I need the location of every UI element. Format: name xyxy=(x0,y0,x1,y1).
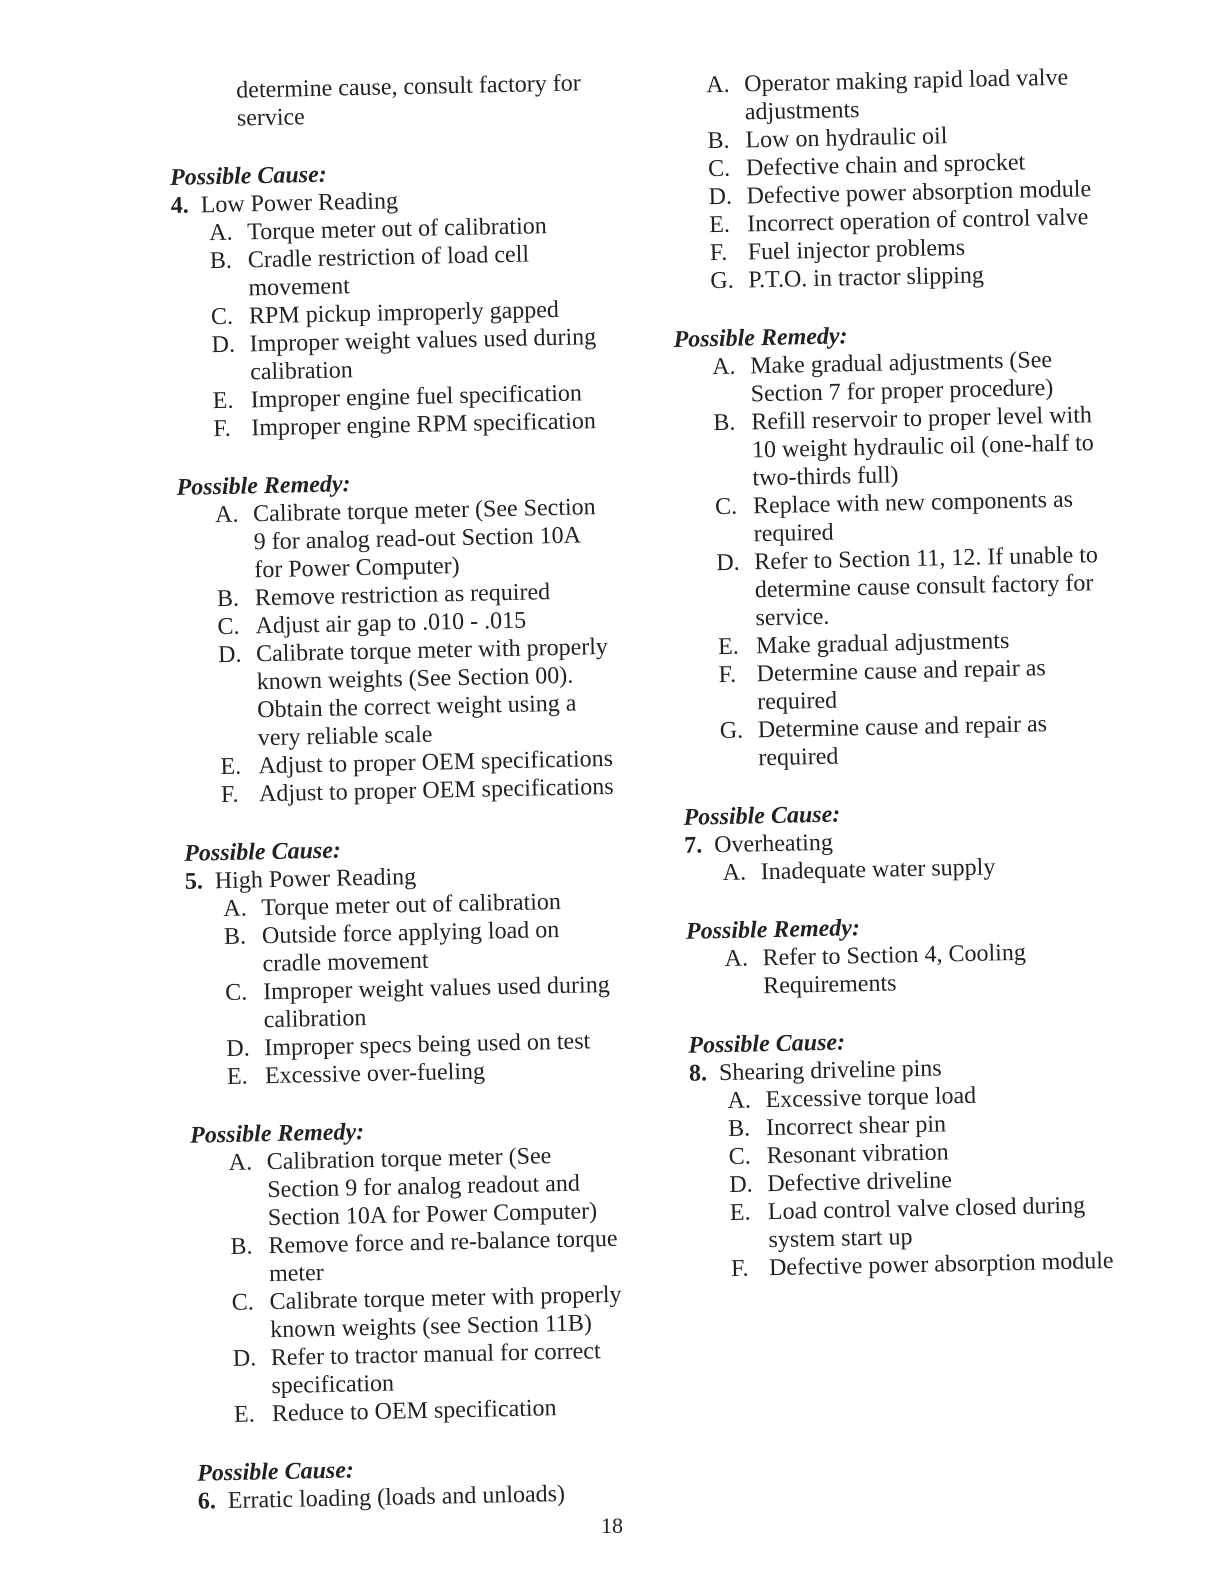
cause-title: Erratic loading (loads and unloads) xyxy=(227,1480,566,1515)
item-letter: A. xyxy=(228,1149,253,1176)
section-heading: Possible Cause: xyxy=(196,1457,355,1487)
cause-title: High Power Reading xyxy=(214,863,417,895)
item-text xyxy=(253,492,649,584)
list-item xyxy=(224,914,657,979)
section-block xyxy=(686,908,1148,1032)
item-line: Refer to Section 11, 12. If unable to xyxy=(754,542,1099,576)
item-letter: B. xyxy=(209,247,233,275)
item-text xyxy=(744,62,1129,126)
list-item xyxy=(233,1336,666,1401)
item-line: meter xyxy=(268,1260,324,1288)
item-text xyxy=(248,238,643,302)
item-line: specification xyxy=(271,1370,395,1400)
section-block xyxy=(197,1450,668,1516)
list-item xyxy=(225,970,658,1035)
item-letter: C. xyxy=(224,979,248,1007)
item-letter: A. xyxy=(214,501,239,529)
item-letter: C. xyxy=(728,1143,752,1170)
item-letter: D. xyxy=(708,183,733,211)
item-text xyxy=(750,344,1135,408)
list-item xyxy=(715,484,1138,549)
item-letter: A. xyxy=(711,353,736,381)
item-line: Remove force and re-balance torque xyxy=(268,1225,618,1260)
item-letter: B. xyxy=(230,1233,253,1260)
item-line: Calibrate torque meter with properly xyxy=(255,633,609,668)
item-letter: E. xyxy=(212,387,234,415)
section-block xyxy=(170,154,646,474)
item-line: cradle movement xyxy=(262,947,429,978)
item-line: movement xyxy=(248,273,350,302)
cause-title: Overheating xyxy=(713,829,834,859)
item-letter: A. xyxy=(208,219,233,247)
item-line: Calibrate torque meter with properly xyxy=(269,1281,622,1316)
item-letter: E. xyxy=(708,211,731,239)
list-item xyxy=(211,322,644,387)
item-line: for Power Computer) xyxy=(254,553,460,584)
item-letter: E. xyxy=(220,753,242,781)
item-letter: B. xyxy=(713,409,736,437)
section-heading: Possible Remedy: xyxy=(673,323,848,353)
item-text xyxy=(249,322,644,386)
right-blocks xyxy=(668,62,1153,1283)
item-letter: F. xyxy=(220,781,239,809)
item-letter: D. xyxy=(211,331,236,359)
item-text xyxy=(754,540,1140,632)
item-letter: A. xyxy=(724,945,749,973)
item-line: Excessive torque load xyxy=(765,1082,977,1114)
item-letter: B. xyxy=(223,923,247,951)
item-letter: E. xyxy=(717,633,739,661)
section-block xyxy=(668,62,1133,326)
item-line: Fuel injector problems xyxy=(747,234,966,266)
cause-number: 5. xyxy=(184,868,204,895)
item-letter: A. xyxy=(722,859,747,887)
section-block xyxy=(176,464,654,840)
item-letter: D. xyxy=(716,549,740,577)
section-block xyxy=(688,1022,1153,1284)
item-line: known weights (see Section 11B) xyxy=(269,1310,593,1344)
item-line: required xyxy=(753,519,834,548)
item-letter: A. xyxy=(706,71,730,99)
item-line: P.T.O. in tractor slipping xyxy=(748,262,985,294)
item-text xyxy=(263,970,658,1034)
cause-number: 8. xyxy=(688,1060,708,1087)
item-letter: B. xyxy=(216,585,240,613)
item-text xyxy=(256,632,652,752)
item-letter: G. xyxy=(710,267,735,295)
section-heading: Possible Cause: xyxy=(688,1029,846,1059)
right-column xyxy=(668,62,1153,1283)
list-item xyxy=(718,652,1141,717)
item-letter: B. xyxy=(727,1115,751,1142)
item-line: very reliable scale xyxy=(257,721,433,752)
item-letter: G. xyxy=(719,717,744,745)
item-letter: F. xyxy=(213,415,232,443)
item-line: Make gradual adjustments xyxy=(755,627,1010,660)
list-item xyxy=(218,632,652,753)
list-item xyxy=(215,492,649,585)
item-line: Cradle restriction of load cell xyxy=(247,241,530,274)
item-letter: F. xyxy=(718,661,737,689)
item-line: Incorrect operation of control valve xyxy=(746,204,1089,238)
item-letter: E. xyxy=(233,1401,255,1428)
item-letter: D. xyxy=(729,1171,753,1198)
item-line: Determine cause and repair as xyxy=(756,655,1047,688)
item-letter: D. xyxy=(226,1035,250,1062)
cause-number: 6. xyxy=(197,1488,217,1515)
item-line: Refill reservoir to proper level with xyxy=(751,402,1093,436)
item-line: Resonant vibration xyxy=(766,1139,949,1170)
item-line: Section 9 for analog readout and xyxy=(267,1170,581,1204)
item-line: Torque meter out of calibration xyxy=(246,213,548,246)
item-line: Improper engine RPM specification xyxy=(251,408,597,442)
list-item xyxy=(712,344,1135,409)
item-line: adjustments xyxy=(744,97,860,126)
cause-number: 7. xyxy=(683,832,703,859)
item-line: Defective chain and sprocket xyxy=(745,149,1026,182)
item-line: Reduce to OEM specification xyxy=(271,1395,557,1428)
section-heading: Possible Cause: xyxy=(683,801,841,831)
item-letter: A. xyxy=(223,895,248,923)
item-text xyxy=(271,1336,666,1400)
item-line: Improper weight values used during xyxy=(262,971,610,1006)
section-heading: Possible Cause: xyxy=(183,837,342,867)
item-line: Refer to tractor manual for correct xyxy=(270,1338,601,1372)
item-line: 9 for analog read-out Section 10A xyxy=(253,522,582,556)
item-text xyxy=(751,400,1137,492)
item-line: Remove restriction as required xyxy=(254,579,551,612)
item-text xyxy=(269,1280,664,1344)
item-line: Load control valve closed during xyxy=(767,1192,1086,1226)
list-item xyxy=(706,62,1129,127)
list-item xyxy=(713,400,1137,493)
item-line: Adjust air gap to .010 - .015 xyxy=(255,607,527,640)
item-line: calibration xyxy=(263,1005,367,1034)
item-line: Adjust to proper OEM specifications xyxy=(258,773,614,808)
item-line: determine cause consult factory for xyxy=(754,570,1094,604)
cause-title: Shearing driveline pins xyxy=(718,1055,942,1087)
item-line: required xyxy=(756,687,838,716)
item-text xyxy=(268,1224,663,1288)
section-heading: Possible Remedy: xyxy=(176,471,351,501)
list-item xyxy=(230,1224,663,1289)
item-text xyxy=(768,1190,1153,1254)
item-line: Refer to Section 4, Cooling xyxy=(762,939,1027,972)
item-line: 10 weight hydraulic oil (one-half to xyxy=(751,430,1095,464)
continuation-text: determine cause, consult factory for service xyxy=(236,70,582,132)
item-line: Calibration torque meter (See xyxy=(266,1143,552,1176)
section-heading: Possible Remedy: xyxy=(685,915,861,945)
item-line: Operator making rapid load valve xyxy=(744,64,1069,98)
item-line: Improper specs being used on test xyxy=(264,1028,591,1062)
list-item xyxy=(228,1140,662,1233)
list-item xyxy=(720,708,1143,773)
item-line: Obtain the correct weight using a xyxy=(256,690,577,724)
item-letter: C. xyxy=(217,613,240,641)
item-line: required xyxy=(758,743,839,772)
item-line: Improper weight values used during xyxy=(249,324,597,358)
list-item xyxy=(730,1190,1153,1255)
item-text xyxy=(762,936,1147,1000)
item-letter: F. xyxy=(730,1255,749,1282)
item-line: Low on hydraulic oil xyxy=(745,123,948,154)
item-line: Incorrect shear pin xyxy=(765,1111,947,1142)
item-line: Defective driveline xyxy=(767,1167,953,1198)
item-letter: C. xyxy=(231,1289,254,1316)
item-line: Calibrate torque meter (See Section xyxy=(252,494,596,528)
item-line: Section 7 for proper procedure) xyxy=(750,375,1054,408)
item-line: Make gradual adjustments (See xyxy=(749,347,1053,380)
item-line: Excessive over-fueling xyxy=(264,1058,486,1090)
item-letter: E. xyxy=(729,1199,751,1226)
list-item xyxy=(724,936,1147,1001)
page-number: 18 xyxy=(601,1513,623,1538)
item-text xyxy=(753,484,1138,548)
item-line: Improper engine fuel specification xyxy=(250,380,583,414)
item-line: RPM pickup improperly gapped xyxy=(248,296,560,330)
item-letter: C. xyxy=(707,155,731,183)
section-block xyxy=(190,1112,667,1460)
item-line: Section 10A for Power Computer) xyxy=(267,1198,598,1232)
item-line: system start up xyxy=(768,1224,913,1254)
item-letter: B. xyxy=(707,127,730,155)
item-line: Inadequate water supply xyxy=(760,854,996,886)
item-text xyxy=(266,1140,662,1232)
item-letter: A. xyxy=(727,1087,752,1114)
item-line: Torque meter out of calibration xyxy=(261,888,562,922)
cause-title: Low Power Reading xyxy=(200,188,399,219)
cause-number: 4. xyxy=(170,192,189,219)
section-heading: Possible Remedy: xyxy=(189,1119,365,1149)
item-letter: D. xyxy=(217,641,242,669)
list-item xyxy=(231,1280,664,1345)
list-item xyxy=(210,238,643,303)
section-block xyxy=(184,830,660,1122)
item-line: Defective power absorption module xyxy=(746,176,1092,210)
item-line: Requirements xyxy=(762,970,897,1000)
item-line: two-thirds full) xyxy=(752,462,899,492)
item-line: service. xyxy=(755,603,830,632)
item-letter: E. xyxy=(226,1063,248,1090)
item-line: Adjust to proper OEM specifications xyxy=(258,745,614,780)
section-block xyxy=(683,794,1145,918)
item-line: calibration xyxy=(249,357,354,386)
item-line: Determine cause and repair as xyxy=(757,711,1048,744)
left-column xyxy=(168,68,668,1516)
item-letter: C. xyxy=(210,303,234,331)
item-letter: C. xyxy=(714,493,738,521)
item-letter: D. xyxy=(232,1345,257,1372)
item-line: Replace with new components as xyxy=(752,486,1074,520)
item-line: Outside force applying load on xyxy=(261,916,560,950)
section-heading: Possible Cause: xyxy=(169,161,328,191)
item-line: Defective power absorption module xyxy=(768,1247,1114,1282)
item-text xyxy=(756,652,1141,716)
list-item xyxy=(716,540,1140,633)
item-text xyxy=(758,708,1143,772)
section-block xyxy=(673,316,1143,804)
item-letter: F. xyxy=(709,239,728,267)
left-blocks xyxy=(170,154,668,1516)
item-line: known weights (See Section 00). xyxy=(256,662,574,696)
item-text xyxy=(262,914,657,978)
